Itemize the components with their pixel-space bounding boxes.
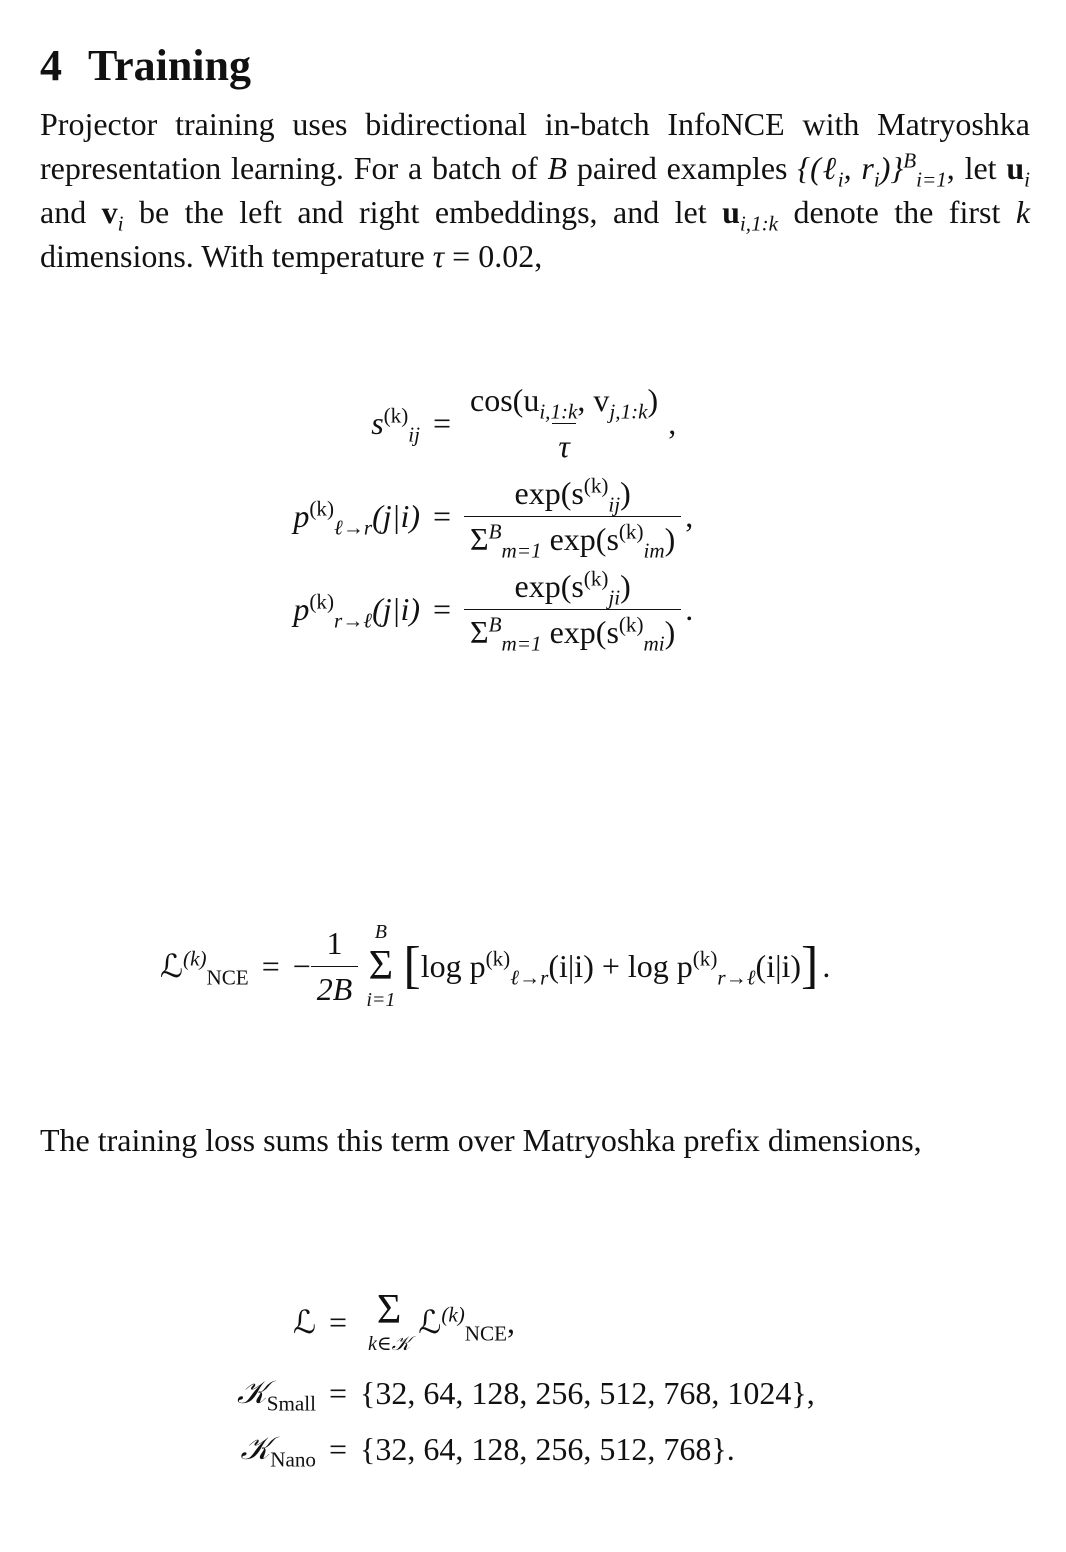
text-run: , let — [946, 150, 1007, 186]
equation-lhs — [260, 403, 420, 447]
math-var: B — [547, 150, 568, 186]
math-part: p — [293, 498, 310, 534]
text-run: and — [40, 194, 102, 230]
equation-nce-loss — [160, 920, 830, 1012]
math-sup: (k) — [309, 496, 334, 521]
math-sup: (k) — [309, 589, 334, 614]
math-part: ) — [664, 614, 676, 650]
fraction-denominator: 2B — [311, 966, 359, 1008]
sum-symbol: Σ — [376, 1287, 402, 1333]
math-part: (j|i) — [372, 591, 420, 627]
fraction-numerator — [464, 382, 664, 423]
inline-math-set — [797, 148, 947, 192]
equals-sign: = — [432, 405, 452, 441]
sum-upper-limit: B — [374, 921, 387, 943]
math-sub: m=1 — [501, 631, 542, 656]
math-var: τ — [432, 238, 445, 274]
math-part: ) — [647, 382, 659, 418]
math-sup: B — [488, 519, 502, 544]
math-part: (j|i) — [372, 498, 420, 534]
math-sub: im — [643, 538, 665, 563]
math-sup: (k) — [692, 945, 718, 970]
math-part: (i|i) — [548, 947, 594, 984]
math-part: Σ — [470, 521, 489, 557]
math-sub: ij — [408, 422, 420, 447]
set-name — [220, 1374, 316, 1416]
math-sub: i — [837, 167, 844, 192]
equals-sign: = — [328, 1303, 348, 1340]
fraction-denominator — [464, 609, 681, 656]
text-run: denote the first — [778, 194, 1016, 230]
math-part: ℒ — [418, 1304, 442, 1340]
math-part: cos(u — [470, 382, 540, 418]
math-vector: u — [1006, 150, 1025, 186]
minus-sign: − — [292, 947, 311, 984]
equation-row — [220, 1288, 815, 1356]
equals-sign: = — [328, 1430, 348, 1467]
math-part: 𝒦 — [240, 1430, 271, 1466]
math-sup: (k) — [583, 566, 609, 591]
equation-lhs — [160, 946, 249, 990]
sum-lower-limit: i=1 — [366, 989, 396, 1011]
right-bracket: ] — [801, 937, 819, 994]
math-part: {(ℓ — [797, 150, 838, 186]
math-sup: (k) — [485, 945, 511, 970]
text-run: dimensions. With temperature — [40, 238, 433, 274]
math-part: ℒ — [160, 948, 184, 984]
math-part: )} — [879, 150, 904, 186]
set-value: {32, 64, 128, 256, 512, 768, 1024}, — [360, 1374, 815, 1411]
math-var: k — [1015, 194, 1031, 230]
equals-sign: = — [432, 498, 452, 534]
math-sub: m=1 — [501, 538, 542, 563]
math-sub: ij — [608, 492, 621, 517]
sum-lower-limit: k∈𝒦 — [368, 1333, 411, 1355]
math-vector: v — [101, 194, 118, 230]
math-part: ) — [620, 475, 631, 511]
math-sup: (k) — [383, 403, 409, 428]
set-name — [220, 1430, 316, 1472]
math-part: , v — [577, 382, 610, 418]
equation-backward-prob — [260, 566, 694, 656]
set-definition-small — [220, 1374, 815, 1416]
math-sup: (k) — [618, 612, 644, 637]
equation-block-probabilities — [260, 382, 694, 656]
text-run: Projector training uses bidirectional in-batch InfoNCE with Matryoshka representation learning. For a batch of — [40, 106, 1030, 186]
math-sub: Nano — [270, 1447, 316, 1472]
math-sub: i — [117, 211, 124, 236]
equals-sign: = — [261, 947, 280, 984]
math-sup: (k) — [441, 1302, 465, 1327]
sum-symbol: Σ — [368, 943, 394, 989]
section-number: 4 — [40, 41, 62, 90]
equals-sign: = — [432, 591, 452, 627]
math-sub: r→ℓ — [717, 964, 756, 989]
fraction-numerator: 1 — [326, 924, 343, 961]
equation-similarity — [260, 382, 693, 465]
set-value: {32, 64, 128, 256, 512, 768}. — [360, 1430, 735, 1467]
summation — [366, 920, 395, 1012]
fraction-denominator: τ — [552, 423, 575, 465]
math-part: Σ — [470, 614, 489, 650]
fraction — [464, 566, 681, 656]
equation-lhs: ℒ — [292, 1304, 316, 1340]
math-sup: (k) — [618, 519, 644, 544]
summation — [368, 1288, 410, 1356]
plus-sign: + — [593, 947, 628, 984]
math-sub: ji — [608, 585, 621, 610]
math-sup: B — [488, 612, 502, 637]
math-sub: r→ℓ — [333, 608, 373, 633]
math-part: log p — [420, 947, 486, 984]
section-title: Training — [88, 41, 252, 90]
text-run: paired examples — [567, 150, 798, 186]
paragraph-loss-sum: The training loss sums this term over Matryoshka prefix dimensions, — [40, 1122, 922, 1158]
equals-sign: = — [328, 1374, 348, 1411]
fraction — [311, 925, 359, 1008]
math-sub: NCE — [206, 965, 249, 990]
math-vector: u — [722, 194, 740, 230]
math-sup: (k) — [583, 473, 609, 498]
equation-lhs — [260, 589, 420, 633]
nce-term — [418, 1302, 507, 1346]
fraction — [464, 473, 681, 563]
text-run: be the left and right embeddings, and let — [123, 194, 723, 230]
math-part: exp(s — [514, 568, 584, 604]
math-part: exp(s — [514, 475, 584, 511]
math-part: , r — [843, 150, 874, 186]
math-part: ) — [620, 568, 631, 604]
math-sub: i,1:k — [739, 211, 779, 236]
equation-row — [160, 920, 830, 1012]
paragraph-intro — [40, 102, 1030, 278]
math-sub: i — [1024, 167, 1031, 192]
math-sup: (k) — [183, 946, 207, 971]
fraction — [464, 382, 664, 465]
fraction-numerator — [508, 475, 636, 516]
math-sub: i — [873, 167, 880, 192]
fraction-numerator — [508, 568, 636, 609]
math-sup: B — [903, 148, 917, 173]
math-part: p — [293, 591, 310, 627]
punctuation: , — [506, 1303, 515, 1340]
math-sub: ℓ→r — [333, 515, 373, 540]
equation-lhs — [260, 496, 420, 540]
math-part: exp(s — [541, 521, 619, 557]
set-definition-nano — [220, 1430, 815, 1472]
math-sub: mi — [643, 631, 665, 656]
punctuation: , — [685, 498, 694, 534]
math-sub: ℓ→r — [510, 964, 549, 989]
left-bracket: [ — [403, 937, 421, 994]
math-sub: Small — [266, 1391, 316, 1416]
equation-forward-prob — [260, 473, 694, 563]
text-run: = 0.02, — [444, 238, 543, 274]
math-part: exp(s — [541, 614, 619, 650]
section-heading — [40, 40, 251, 92]
punctuation: , — [668, 405, 677, 441]
math-part: log p — [627, 947, 693, 984]
math-sub: NCE — [464, 1321, 507, 1346]
math-part: 𝒦 — [237, 1374, 267, 1410]
log-term — [420, 945, 802, 989]
punctuation: . — [685, 591, 694, 627]
punctuation: . — [822, 947, 831, 984]
fraction-denominator — [464, 516, 681, 563]
math-part: s — [371, 405, 384, 441]
math-sub: i,1:k — [539, 399, 578, 424]
equation-total-loss — [220, 1287, 815, 1472]
math-sub: i=1 — [916, 167, 947, 192]
math-part: ) — [664, 521, 676, 557]
math-part: (i|i) — [755, 947, 802, 984]
math-sub: j,1:k — [609, 399, 648, 424]
